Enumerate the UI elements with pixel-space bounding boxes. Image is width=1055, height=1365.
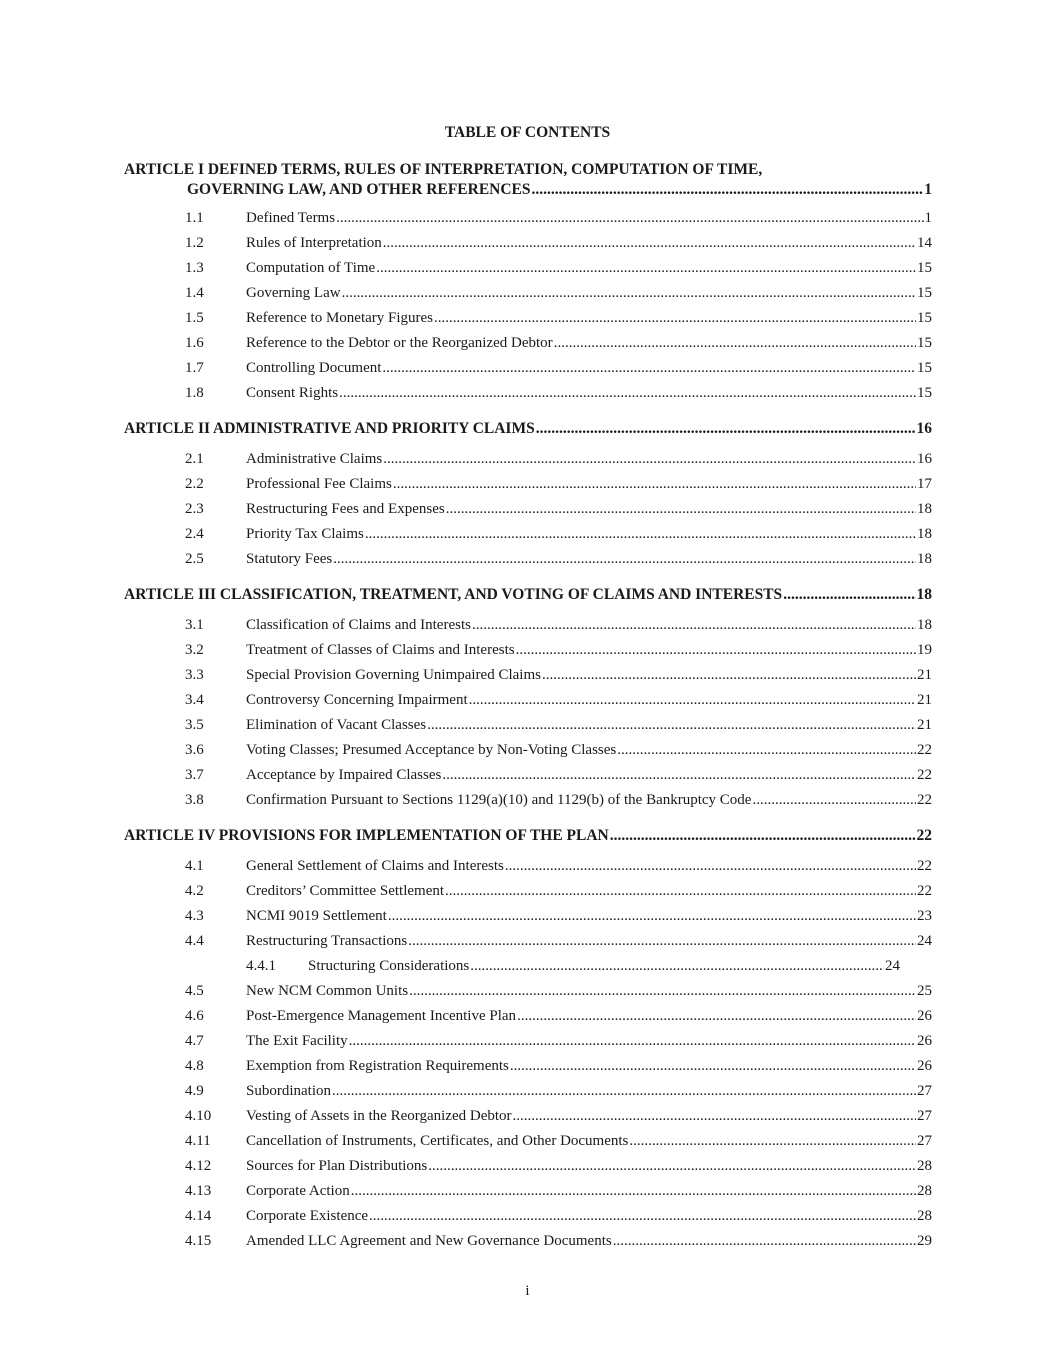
dot-leader [446,497,916,522]
entry-title: Cancellation of Instruments, Certificates, and Other Documents [246,1129,629,1154]
toc-entry-link[interactable] [246,256,932,281]
article-heading[interactable] [124,583,932,607]
dot-leader [472,613,916,638]
section-number: 2.5 [185,551,204,567]
dot-leader [532,180,924,200]
dot-leader [383,447,916,472]
toc-entry-link[interactable] [246,1054,932,1079]
dot-leader [365,522,916,547]
section-number: 1.5 [185,310,204,326]
section-number: 2.1 [185,451,204,467]
toc-entry-link[interactable] [246,879,932,904]
article-heading-line[interactable] [124,583,932,607]
page-title: TABLE OF CONTENTS [444,124,611,141]
toc-entry[interactable] [124,954,932,979]
page-ref: 15 [917,285,932,301]
page-ref: 15 [917,335,932,351]
page-ref: 15 [917,360,932,376]
toc-entry-link[interactable] [246,788,932,813]
section-number: 3.4 [185,692,204,708]
toc-entry-link[interactable] [246,904,932,929]
section-number: 1.1 [185,210,204,226]
toc-entry[interactable] [124,447,932,472]
toc-entry-link[interactable] [246,1204,932,1229]
entry-title: Exemption from Registration Requirements [246,1054,510,1079]
toc-entry[interactable] [124,1054,932,1079]
toc-entry-link[interactable] [246,472,932,497]
toc-entry[interactable] [124,256,932,281]
entry-title: Corporate Action [246,1179,351,1204]
dot-leader [470,954,884,979]
entry-title: Administrative Claims [246,447,383,472]
article-heading-line[interactable] [124,417,932,441]
toc-entry-link[interactable] [246,1179,932,1204]
toc-entry-link[interactable] [246,1229,932,1254]
toc-entry[interactable] [124,306,932,331]
page-ref: 26 [917,1058,932,1074]
entry-title: Voting Classes; Presumed Acceptance by Non-Voting Classes [246,738,617,763]
page-ref: 19 [917,642,932,658]
subsection-number: 4.4.1 [246,958,276,974]
dot-leader [409,979,916,1004]
dot-leader [629,1129,916,1154]
section-number: 3.8 [185,792,204,808]
dot-leader [536,417,916,441]
toc-entry[interactable] [124,929,932,954]
dot-leader [428,1154,916,1179]
section-number: 1.8 [185,385,204,401]
page-ref: 22 [917,767,932,783]
dot-leader [351,1179,916,1204]
page-ref: 15 [917,385,932,401]
page-ref: 21 [917,717,932,733]
section-number: 3.3 [185,667,204,683]
dot-leader [442,763,916,788]
toc-entry[interactable] [124,638,932,663]
section-number: 4.6 [185,1008,204,1024]
toc-entry-link[interactable] [246,331,932,356]
toc-entry[interactable] [124,1029,932,1054]
article-heading[interactable] [124,160,932,200]
toc-entry[interactable] [124,854,932,879]
page-ref: 15 [917,260,932,276]
toc-entry-link[interactable] [246,1129,932,1154]
dot-leader [369,1204,916,1229]
entry-title: Controlling Document [246,356,382,381]
entry-title: Consent Rights [246,381,339,406]
toc-entry[interactable] [124,331,932,356]
dot-leader [517,1004,916,1029]
page-ref: 22 [917,858,932,874]
dot-leader [349,1029,916,1054]
page-ref: 29 [917,1233,932,1249]
toc-entry-link[interactable] [246,979,932,1004]
entry-title: Amended LLC Agreement and New Governance Documents [246,1229,613,1254]
page-ref: 21 [917,667,932,683]
toc-entry-link[interactable] [246,638,932,663]
dot-leader [505,854,916,879]
page-ref: 17 [917,476,932,492]
toc-entry-link[interactable] [246,854,932,879]
entry-title: NCMI 9019 Settlement [246,904,388,929]
entry-title: ARTICLE IV PROVISIONS FOR IMPLEMENTATION OF THE PLAN [124,824,610,848]
dot-leader [434,306,916,331]
toc-entry-link[interactable] [246,231,932,256]
dot-leader [388,904,916,929]
toc-entry[interactable] [124,1104,932,1129]
entry-title: Governing Law [246,281,342,306]
article-heading[interactable] [124,824,932,848]
page-number: i [525,1283,530,1299]
toc-entry[interactable] [124,979,932,1004]
entry-title: General Settlement of Claims and Interests [246,854,505,879]
article-heading-line: ARTICLE I DEFINED TERMS, RULES OF INTERPRETATION, COMPUTATION OF TIME, [124,161,763,178]
entry-title: Restructuring Transactions [246,929,408,954]
toc-entry-link[interactable] [246,1104,932,1129]
entry-title: Statutory Fees [246,547,333,572]
toc-entry[interactable] [124,879,932,904]
page-ref: 15 [917,310,932,326]
entry-title: Corporate Existence [246,1204,369,1229]
article-heading[interactable] [124,417,932,441]
entry-title: 4.4.1 Structuring Considerations [246,954,470,979]
page-ref: 22 [917,792,932,808]
page-ref: 27 [917,1133,932,1149]
toc-entry[interactable] [124,231,932,256]
page-ref: 26 [917,1033,932,1049]
toc-entry-link[interactable] [246,738,932,763]
section-number: 1.4 [185,285,204,301]
toc-entry[interactable] [124,738,932,763]
dot-leader [427,713,916,738]
entry-title: Creditors’ Committee Settlement [246,879,445,904]
page-ref: 25 [917,983,932,999]
page-ref: 28 [917,1158,932,1174]
dot-leader [342,281,916,306]
section-number: 4.2 [185,883,204,899]
entry-title: Vesting of Assets in the Reorganized Debtor [246,1104,513,1129]
dot-leader [513,1104,916,1129]
dot-leader [542,663,916,688]
entry-title: Special Provision Governing Unimpaired Claims [246,663,542,688]
toc-entry[interactable] [124,281,932,306]
section-number: 3.7 [185,767,204,783]
toc-entry-link[interactable] [246,381,932,406]
section-number: 2.4 [185,526,204,542]
toc-entry-link[interactable] [246,206,932,231]
section-number: 4.3 [185,908,204,924]
toc-entry[interactable] [124,356,932,381]
dot-leader [339,381,916,406]
entry-title: New NCM Common Units [246,979,409,1004]
toc-entry-link[interactable] [246,663,932,688]
dot-leader [469,688,916,713]
page-ref: 1 [924,210,932,226]
section-number: 4.14 [185,1208,212,1224]
toc-entry[interactable] [124,522,932,547]
entry-title: Sources for Plan Distributions [246,1154,428,1179]
section-number: 3.1 [185,617,204,633]
dot-leader [336,206,923,231]
entry-title: Restructuring Fees and Expenses [246,497,446,522]
toc-entry[interactable] [124,713,932,738]
page-ref: 18 [917,501,932,517]
toc-entry-link[interactable] [246,1029,932,1054]
entry-title: Priority Tax Claims [246,522,365,547]
page-ref: 16 [917,451,932,467]
entry-title: ARTICLE III CLASSIFICATION, TREATMENT, AND VOTING OF CLAIMS AND INTERESTS [124,583,783,607]
toc-entry[interactable] [124,1229,932,1254]
article-heading-line[interactable] [187,180,932,200]
entry-title: Post-Emergence Management Incentive Plan [246,1004,517,1029]
section-number: 2.3 [185,501,204,517]
entry-title: Controversy Concerning Impairment [246,688,469,713]
entry-title: Computation of Time [246,256,376,281]
toc-entry-link[interactable] [246,1004,932,1029]
dot-leader [510,1054,916,1079]
dot-leader [554,331,916,356]
toc-entry[interactable] [124,547,932,572]
entry-title: ARTICLE II ADMINISTRATIVE AND PRIORITY CLAIMS [124,417,536,441]
dot-leader [516,638,916,663]
toc-entry-link[interactable] [246,713,932,738]
page-ref: 23 [917,908,932,924]
section-number: 4.7 [185,1033,204,1049]
page-ref: 27 [917,1108,932,1124]
entry-title: Defined Terms [246,206,336,231]
toc-entry-link[interactable] [246,447,932,472]
dot-leader [376,256,916,281]
section-number: 4.13 [185,1183,212,1199]
toc-entry[interactable] [124,1154,932,1179]
toc-entry[interactable] [124,472,932,497]
toc-entry[interactable] [124,206,932,231]
toc-entry[interactable] [124,613,932,638]
page-ref: 22 [917,742,932,758]
section-number: 1.2 [185,235,204,251]
toc-entry-link[interactable] [246,613,932,638]
section-number: 4.9 [185,1083,204,1099]
dot-leader [383,231,916,256]
toc-entry[interactable] [124,497,932,522]
toc-entry-link[interactable] [246,1154,932,1179]
dot-leader [408,929,916,954]
toc-entry[interactable] [124,1004,932,1029]
page-ref: 27 [917,1083,932,1099]
section-number: 3.5 [185,717,204,733]
toc-entry-link[interactable] [246,547,932,572]
section-number: 4.4 [185,933,204,949]
toc-entry[interactable] [124,763,932,788]
toc-entry[interactable] [124,688,932,713]
page-ref: 24 [917,933,932,949]
toc-subentry[interactable] [246,954,900,979]
toc-entry[interactable] [124,1179,932,1204]
section-number: 3.6 [185,742,204,758]
dot-leader [617,738,916,763]
section-number: 1.3 [185,260,204,276]
entry-title: Acceptance by Impaired Classes [246,763,442,788]
table-of-contents [0,160,1055,1254]
dot-leader [610,824,916,848]
entry-title: GOVERNING LAW, AND OTHER REFERENCES [187,181,531,198]
entry-title: Subordination [246,1079,332,1104]
section-number: 1.6 [185,335,204,351]
page-ref: 22 [917,883,932,899]
entry-title: Reference to the Debtor or the Reorganized Debtor [246,331,554,356]
dot-leader [393,472,916,497]
toc-entry-link[interactable] [246,281,932,306]
entry-title: Confirmation Pursuant to Sections 1129(a)(10) and 1129(b) of the Bankruptcy Code [246,788,752,813]
page-ref: 1 [924,181,932,198]
section-number: 2.2 [185,476,204,492]
page-ref: 16 [916,420,932,437]
entry-title: Treatment of Classes of Claims and Interests [246,638,516,663]
page-ref: 26 [917,1008,932,1024]
section-number: 4.11 [185,1133,211,1149]
article-heading-line[interactable] [124,824,932,848]
toc-entry-link[interactable] [246,356,932,381]
page-ref: 18 [917,617,932,633]
page-ref: 21 [917,692,932,708]
dot-leader [333,547,916,572]
toc-entry-link[interactable] [246,497,932,522]
dot-leader [445,879,916,904]
entry-title: The Exit Facility [246,1029,349,1054]
section-number: 4.12 [185,1158,212,1174]
toc-entry-link[interactable] [246,306,932,331]
entry-title: Professional Fee Claims [246,472,393,497]
section-number: 4.5 [185,983,204,999]
dot-leader [332,1079,916,1104]
section-number: 4.15 [185,1233,212,1249]
toc-entry[interactable] [124,663,932,688]
dot-leader [382,356,916,381]
toc-entry[interactable] [124,904,932,929]
section-number: 1.7 [185,360,204,376]
toc-entry[interactable] [124,381,932,406]
toc-entry-link[interactable] [246,929,932,954]
dot-leader [752,788,916,813]
page-ref: 18 [916,586,932,603]
toc-entry-link[interactable] [246,522,932,547]
page-ref: 18 [917,526,932,542]
toc-entry[interactable] [124,1129,932,1154]
entry-title: Rules of Interpretation [246,231,383,256]
page-ref: 22 [916,827,932,844]
toc-entry[interactable] [124,1079,932,1104]
dot-leader [613,1229,916,1254]
entry-title: Reference to Monetary Figures [246,306,434,331]
page-ref: 18 [917,551,932,567]
toc-entry-link[interactable] [246,763,932,788]
page-ref: 28 [917,1208,932,1224]
page-ref: 24 [885,958,900,974]
toc-entry[interactable] [124,1204,932,1229]
page-ref: 28 [917,1183,932,1199]
section-number: 4.10 [185,1108,212,1124]
section-number: 3.2 [185,642,204,658]
toc-entry-link[interactable] [246,688,932,713]
toc-entry-link[interactable] [246,1079,932,1104]
entry-title: Classification of Claims and Interests [246,613,472,638]
entry-title: Elimination of Vacant Classes [246,713,427,738]
page-ref: 14 [917,235,932,251]
section-number: 4.8 [185,1058,204,1074]
toc-entry[interactable] [124,788,932,813]
section-number: 4.1 [185,858,204,874]
dot-leader [783,583,915,607]
